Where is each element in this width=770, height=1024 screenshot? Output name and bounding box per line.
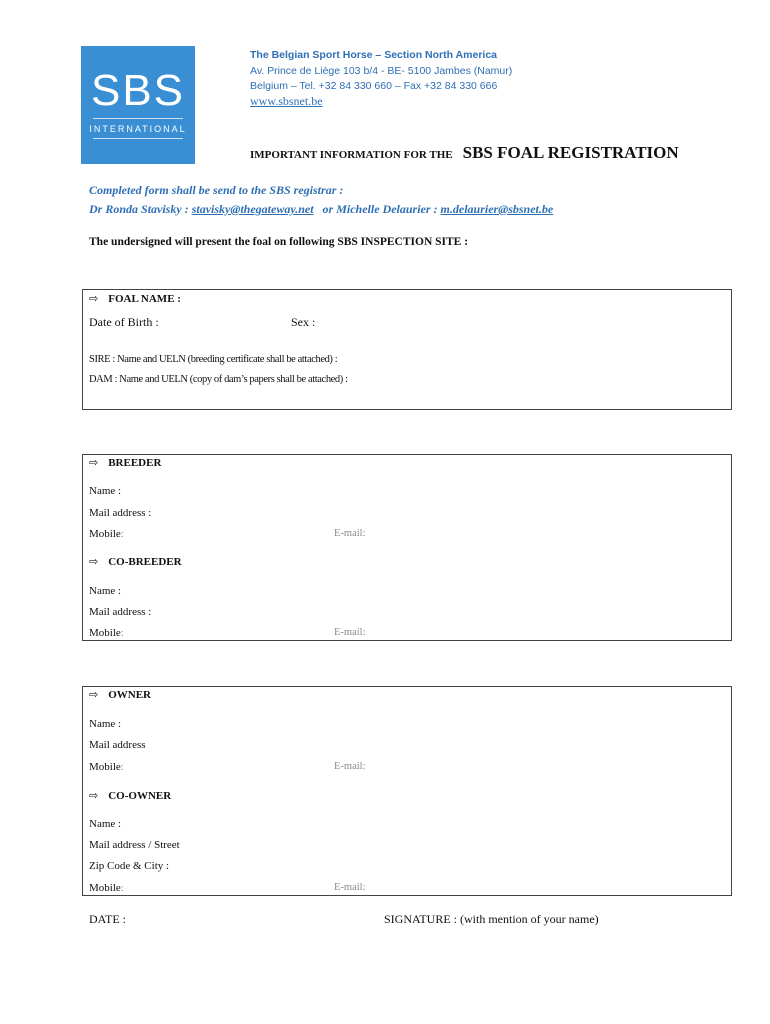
registrar-1-email-link[interactable]: stavisky@thegateway.net <box>191 202 314 216</box>
cobreeder-title <box>89 555 182 568</box>
registrar-2-label: or Michelle Delaurier : <box>313 202 441 216</box>
logo-divider-top <box>93 118 183 119</box>
breeder-label: BREEDER <box>108 457 162 469</box>
cobreeder-name-label: Name : <box>89 585 122 597</box>
sire-label: SIRE : Name and UELN (breeding certificate shall be attached) : <box>89 354 338 365</box>
mobile-colon: : <box>120 627 124 639</box>
coowner-title <box>89 789 171 802</box>
mobile-colon: : <box>120 761 124 773</box>
inspection-site-statement: The undersigned will present the foal on following SBS INSPECTION SITE : <box>89 236 469 248</box>
owner-mail-label: Mail address <box>89 739 146 751</box>
date-label: DATE : <box>89 912 126 926</box>
logo-wordmark: SBS <box>90 66 186 115</box>
coowner-email-label: E-mail: <box>334 882 366 893</box>
mobile-colon: : <box>120 528 124 540</box>
arrow-right-icon: ⇨ <box>89 688 99 701</box>
coowner-zip-label: Zip Code & City : <box>89 860 170 872</box>
logo-subtitle: INTERNATIONAL <box>89 124 187 134</box>
arrow-right-icon: ⇨ <box>89 555 99 568</box>
arrow-right-icon: ⇨ <box>89 456 99 469</box>
heading-main: SBS FOAL REGISTRATION <box>462 143 679 162</box>
cobreeder-mobile-label <box>89 627 124 639</box>
owner-title <box>89 688 151 701</box>
breeder-title <box>89 456 161 469</box>
document-heading <box>250 143 679 163</box>
breeder-section <box>82 454 732 641</box>
submission-note: Completed form shall be send to the SBS registrar : <box>89 183 344 197</box>
breeder-email-label: E-mail: <box>334 528 366 539</box>
cobreeder-email-label: E-mail: <box>334 627 366 638</box>
foal-section <box>82 289 732 410</box>
cobreeder-mail-label: Mail address : <box>89 606 152 618</box>
registrar-2-email-link[interactable]: m.delaurier@sbsnet.be <box>440 202 554 216</box>
coowner-label: CO-OWNER <box>108 790 172 802</box>
mobile-text: Mobile <box>89 528 121 540</box>
foal-name-label: FOAL NAME : <box>108 293 181 305</box>
coowner-name-label: Name : <box>89 818 122 830</box>
coowner-street-label: Mail address / Street <box>89 839 180 851</box>
breeder-mobile-label <box>89 528 124 540</box>
owner-email-label: E-mail: <box>334 761 366 772</box>
cobreeder-label: CO-BREEDER <box>108 556 182 568</box>
mobile-colon: : <box>120 882 124 894</box>
breeder-name-label: Name : <box>89 485 122 497</box>
signature-label: SIGNATURE : (with mention of your name) <box>384 912 599 926</box>
foal-title <box>89 292 181 305</box>
owner-mobile-label <box>89 761 124 773</box>
date-of-birth-label: Date of Birth : <box>89 315 159 329</box>
registrar-contacts <box>89 202 553 217</box>
breeder-mail-label: Mail address : <box>89 507 152 519</box>
mobile-text: Mobile <box>89 761 121 773</box>
sex-label: Sex : <box>291 315 316 329</box>
org-phone: Belgium – Tel. +32 84 330 660 – Fax +32 84 330 666 <box>250 80 498 92</box>
arrow-right-icon: ⇨ <box>89 789 99 802</box>
logo-divider-bottom <box>93 138 183 139</box>
coowner-mobile-label <box>89 882 124 894</box>
heading-prefix: IMPORTANT INFORMATION FOR THE <box>250 149 453 161</box>
sbs-logo <box>81 46 195 164</box>
dam-label: DAM : Name and UELN (copy of dam’s papers shall be attached) : <box>89 374 348 385</box>
arrow-right-icon: ⇨ <box>89 292 99 305</box>
website-link[interactable]: www.sbsnet.be <box>250 94 323 108</box>
org-title: The Belgian Sport Horse – Section North America <box>250 49 497 61</box>
org-address: Av. Prince de Liège 103 b/4 - BE- 5100 Jambes (Namur) <box>250 65 513 77</box>
mobile-text: Mobile <box>89 627 121 639</box>
registrar-1-label: Dr Ronda Stavisky : <box>89 202 192 216</box>
owner-label: OWNER <box>108 689 151 701</box>
owner-section <box>82 686 732 896</box>
mobile-text: Mobile <box>89 882 121 894</box>
owner-name-label: Name : <box>89 718 122 730</box>
